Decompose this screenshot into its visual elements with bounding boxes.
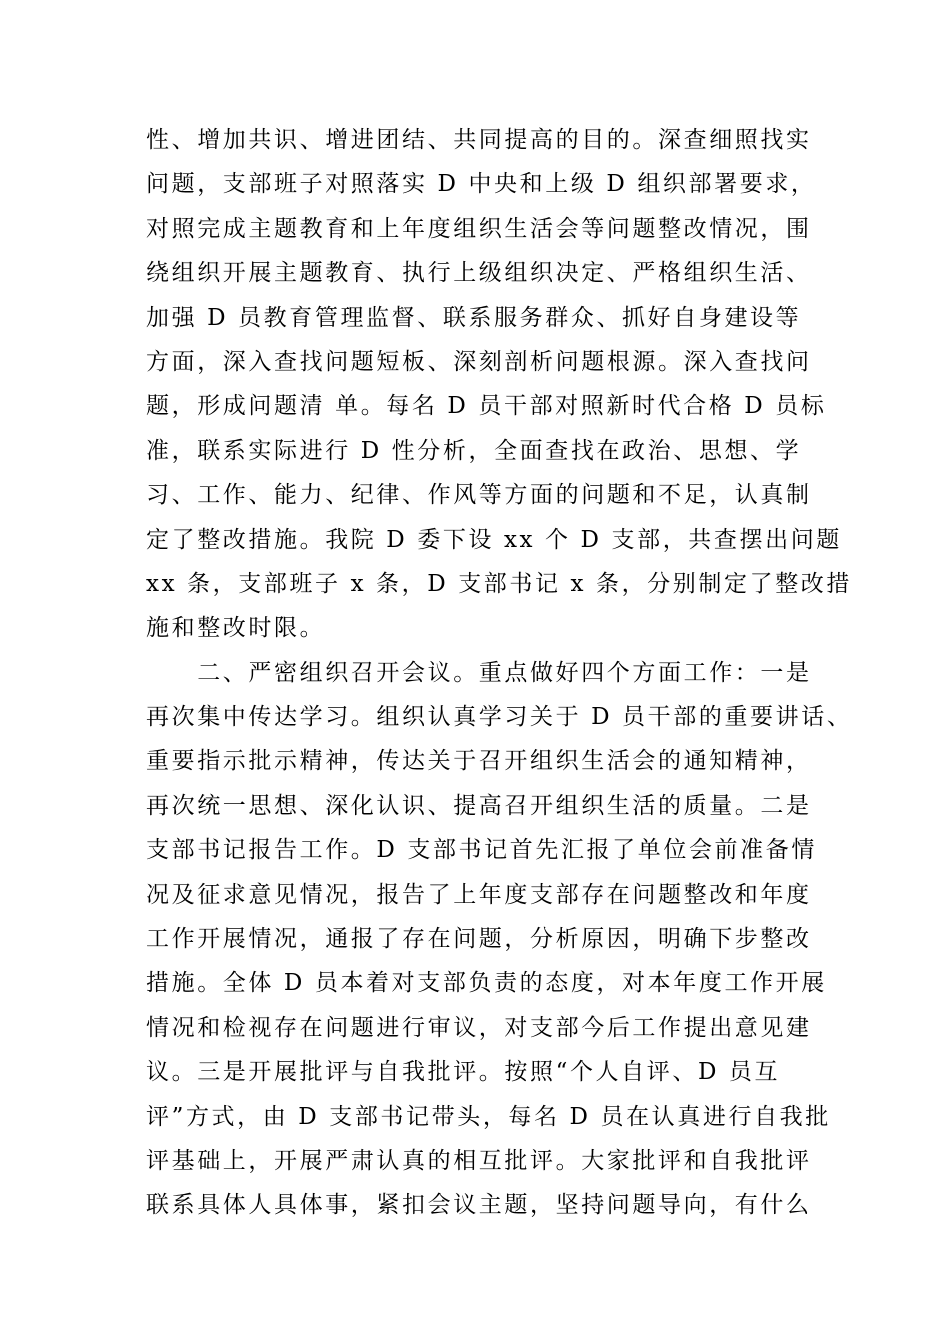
text-line: 准，联系实际进行 D 性分析，全面查找在政治、思想、学 — [146, 437, 802, 464]
text-line: 议。三是开展批评与自我批评。按照“个人自评、D 员互 — [146, 1059, 781, 1086]
text-line: 情况和检视存在问题进行审议，对支部今后工作提出意见建 — [146, 1014, 812, 1041]
text-line: 况及征求意见情况，报告了上年度支部存在问题整改和年度 — [146, 881, 812, 908]
text-line: 工作开展情况，通报了存在问题，分析原因，明确下步整改 — [146, 926, 812, 953]
text-line: 支部书记报告工作。D 支部书记首先汇报了单位会前准备情 — [146, 837, 817, 864]
text-line: 评”方式，由 D 支部书记带头，每名 D 员在认真进行自我批 — [146, 1103, 831, 1130]
text-line: 题，形成问题清 单。每名 D 员干部对照新时代合格 D 员标 — [146, 393, 827, 420]
text-line: 联系具体人具体事，紧扣会议主题，坚持问题导向，有什么 — [146, 1192, 812, 1219]
body-text — [146, 118, 853, 1228]
text-line: 再次集中传达学习。组织认真学习关于 D 员干部的重要讲话、 — [146, 704, 853, 731]
text-line: 性、增加共识、增进团结、共同提高的目的。深查细照找实 — [146, 127, 812, 153]
text-line: 措施。全体 D 员本着对支部负责的态度，对本年度工作开展 — [146, 970, 827, 997]
text-line: 方面，深入查找问题短板、深刻剖析问题根源。深入查找问 — [146, 348, 812, 375]
text-line: 评基础上，开展严肃认真的相互批评。大家批评和自我批评 — [146, 1147, 812, 1174]
text-line: 再次统一思想、深化认识、提高召开组织生活的质量。二是 — [146, 792, 812, 819]
text-line: 加强 D 员教育管理监督、联系服务群众、抓好自身建设等 — [146, 304, 802, 331]
paragraph-heading-line: 二、严密组织召开会议。重点做好四个方面工作：一是 — [146, 659, 812, 686]
text-line: 定了整改措施。我院 D 委下设 xx 个 D 支部，共查摆出问题 — [146, 526, 842, 553]
text-line: xx 条，支部班子 x 条，D 支部书记 x 条，分别制定了整改措 — [146, 570, 852, 597]
text-line: 习、工作、能力、纪律、作风等方面的问题和不足，认真制 — [146, 482, 812, 509]
text-line: 问题，支部班子对照落实 D 中央和上级 D 组织部署要求， — [146, 171, 817, 198]
text-line: 绕组织开展主题教育、执行上级组织决定、严格组织生活、 — [146, 260, 812, 287]
text-line: 对照完成主题教育和上年度组织生活会等问题整改情况，围 — [146, 215, 812, 242]
text-line: 重要指示批示精神，传达关于召开组织生活会的通知精神， — [146, 748, 812, 775]
text-line: 施和整改时限。 — [146, 615, 326, 642]
